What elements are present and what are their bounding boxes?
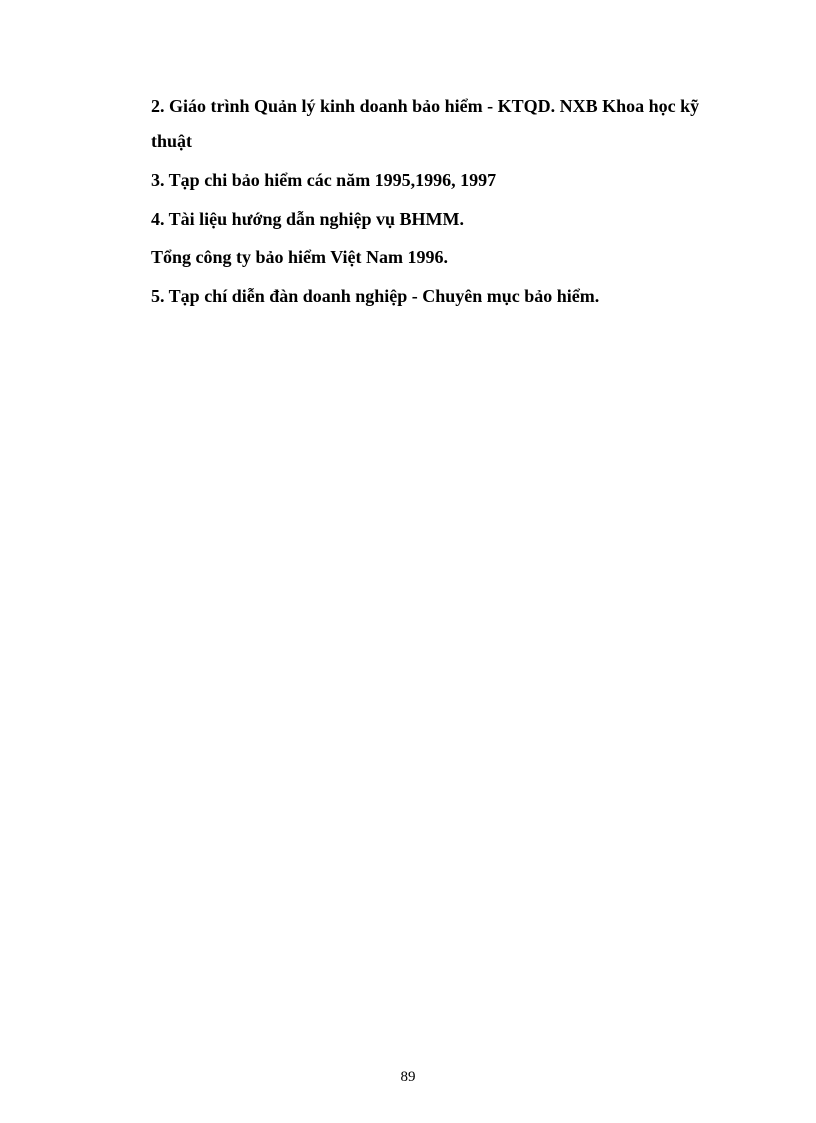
- reference-item-3: 3. Tạp chi bảo hiểm các năm 1995,1996, 1997: [151, 170, 497, 190]
- reference-item-5: 5. Tạp chí diễn đàn doanh nghiệp - Chuyên mục bảo hiểm.: [151, 286, 600, 306]
- page-number: 89: [400, 1069, 416, 1085]
- reference-item-2-line-1: 2. Giáo trình Quản lý kinh doanh bảo hiểm - KTQD. NXB Khoa học kỹ: [151, 96, 700, 116]
- reference-item-2-line-2: thuật: [151, 131, 193, 151]
- reference-item-4-line-2: Tổng công ty bảo hiểm Việt Nam 1996.: [151, 247, 448, 267]
- reference-item-4-line-1: 4. Tài liệu hướng dẫn nghiệp vụ BHMM.: [151, 209, 465, 229]
